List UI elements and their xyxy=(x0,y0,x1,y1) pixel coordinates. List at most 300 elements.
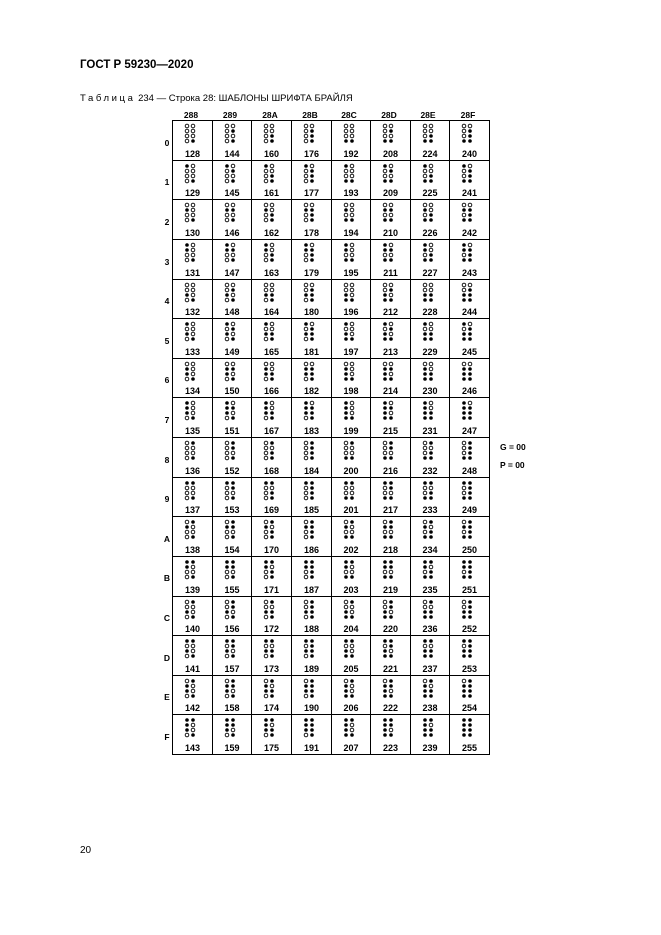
raised-dot xyxy=(429,728,433,732)
braille-pattern-icon xyxy=(179,480,205,502)
raised-dot xyxy=(270,535,274,539)
raised-dot xyxy=(304,565,308,569)
braille-pattern-icon xyxy=(338,599,364,621)
raised-dot xyxy=(310,337,314,341)
flat-dot xyxy=(350,406,354,410)
flat-dot xyxy=(270,124,274,128)
flat-dot xyxy=(225,258,229,262)
raised-dot xyxy=(383,535,387,539)
flat-dot xyxy=(304,337,308,341)
raised-dot xyxy=(304,610,308,614)
braille-pattern-icon xyxy=(219,599,245,621)
flat-dot xyxy=(350,124,354,128)
raised-dot xyxy=(270,649,274,653)
flat-dot xyxy=(185,451,189,455)
flat-dot xyxy=(185,124,189,128)
pattern-code: 248 xyxy=(461,466,478,476)
braille-cell xyxy=(291,477,332,517)
raised-dot xyxy=(344,560,348,564)
raised-dot xyxy=(231,733,235,737)
braille-pattern-icon xyxy=(417,321,443,343)
flat-dot xyxy=(304,441,308,445)
raised-dot xyxy=(270,411,274,415)
raised-dot xyxy=(429,481,433,485)
braille-pattern-icon xyxy=(179,559,205,581)
raised-dot xyxy=(389,377,393,381)
raised-dot xyxy=(468,293,472,297)
raised-dot xyxy=(264,367,268,371)
flat-dot xyxy=(389,649,393,653)
raised-dot xyxy=(310,253,314,257)
raised-dot xyxy=(344,248,348,252)
flat-dot xyxy=(429,208,433,212)
raised-dot xyxy=(310,288,314,292)
raised-dot xyxy=(225,208,229,212)
flat-dot xyxy=(304,174,308,178)
raised-dot xyxy=(423,733,427,737)
raised-dot xyxy=(423,377,427,381)
braille-cell xyxy=(212,358,252,398)
flat-dot xyxy=(423,486,427,490)
raised-dot xyxy=(344,139,348,143)
flat-dot xyxy=(383,203,387,207)
pattern-code: 152 xyxy=(224,466,240,476)
flat-dot xyxy=(462,605,466,609)
braille-pattern-icon xyxy=(456,282,482,304)
pattern-code: 235 xyxy=(422,585,438,595)
braille-pattern-icon xyxy=(179,361,205,383)
pattern-code: 183 xyxy=(303,426,320,436)
flat-dot xyxy=(310,164,314,168)
raised-dot xyxy=(383,718,387,722)
pattern-code: 168 xyxy=(263,466,280,476)
braille-pattern-icon xyxy=(258,519,284,541)
flat-dot xyxy=(270,446,274,450)
raised-dot xyxy=(350,481,354,485)
raised-dot xyxy=(389,406,393,410)
raised-dot xyxy=(264,322,268,326)
flat-dot xyxy=(429,169,433,173)
raised-dot xyxy=(468,298,472,302)
flat-dot xyxy=(344,129,348,133)
braille-cell xyxy=(410,437,450,478)
braille-cell xyxy=(449,120,490,161)
braille-cell xyxy=(410,279,450,319)
pattern-code: 223 xyxy=(382,743,399,753)
raised-dot xyxy=(389,496,393,500)
flat-dot xyxy=(304,298,308,302)
raised-dot xyxy=(185,723,189,727)
row-header: C xyxy=(163,613,171,623)
flat-dot xyxy=(350,565,354,569)
flat-dot xyxy=(429,684,433,688)
raised-dot xyxy=(429,253,433,257)
raised-dot xyxy=(310,491,314,495)
raised-dot xyxy=(310,169,314,173)
braille-pattern-icon xyxy=(258,321,284,343)
flat-dot xyxy=(231,610,235,614)
pattern-code: 142 xyxy=(184,703,201,713)
flat-dot xyxy=(225,530,229,534)
flat-dot xyxy=(423,253,427,257)
flat-dot xyxy=(389,293,393,297)
raised-dot xyxy=(231,560,235,564)
flat-dot xyxy=(462,530,466,534)
pattern-code: 139 xyxy=(184,585,201,595)
pattern-code: 211 xyxy=(383,268,398,278)
braille-cell xyxy=(291,596,332,636)
pattern-code: 134 xyxy=(184,386,201,396)
raised-dot xyxy=(304,411,308,415)
flat-dot xyxy=(225,416,229,420)
flat-dot xyxy=(191,525,195,529)
raised-dot xyxy=(270,139,274,143)
braille-pattern-icon xyxy=(179,321,205,343)
flat-dot xyxy=(423,134,427,138)
flat-dot xyxy=(304,283,308,287)
braille-cell xyxy=(251,635,292,676)
raised-dot xyxy=(185,649,189,653)
pattern-code: 144 xyxy=(224,149,240,159)
flat-dot xyxy=(225,288,229,292)
flat-dot xyxy=(389,570,393,574)
raised-dot xyxy=(468,520,472,524)
raised-dot xyxy=(264,401,268,405)
raised-dot xyxy=(344,481,348,485)
braille-cell xyxy=(291,397,332,438)
raised-dot xyxy=(468,253,472,257)
braille-pattern-icon xyxy=(377,163,403,185)
raised-dot xyxy=(389,694,393,698)
raised-dot xyxy=(304,372,308,376)
row-header: 6 xyxy=(164,375,170,385)
braille-pattern-icon xyxy=(258,123,284,145)
pattern-code: 240 xyxy=(461,149,478,159)
flat-dot xyxy=(383,174,387,178)
flat-dot xyxy=(264,570,268,574)
flat-dot xyxy=(231,322,235,326)
raised-dot xyxy=(270,213,274,217)
pattern-code: 145 xyxy=(224,188,240,198)
raised-dot xyxy=(468,134,472,138)
raised-dot xyxy=(225,411,229,415)
raised-dot xyxy=(468,560,472,564)
flat-dot xyxy=(304,129,308,133)
flat-dot xyxy=(264,218,268,222)
raised-dot xyxy=(191,654,195,658)
raised-dot xyxy=(429,654,433,658)
raised-dot xyxy=(225,565,229,569)
flat-dot xyxy=(225,535,229,539)
raised-dot xyxy=(344,575,348,579)
flat-dot xyxy=(462,441,466,445)
braille-pattern-icon xyxy=(258,282,284,304)
flat-dot xyxy=(191,174,195,178)
raised-dot xyxy=(383,293,387,297)
raised-dot xyxy=(270,491,274,495)
flat-dot xyxy=(423,605,427,609)
raised-dot xyxy=(462,718,466,722)
raised-dot xyxy=(185,610,189,614)
raised-dot xyxy=(429,174,433,178)
flat-dot xyxy=(462,327,466,331)
raised-dot xyxy=(389,327,393,331)
raised-dot xyxy=(185,481,189,485)
raised-dot xyxy=(462,367,466,371)
raised-dot xyxy=(185,689,189,693)
flat-dot xyxy=(225,600,229,604)
flat-dot xyxy=(264,615,268,619)
braille-cell xyxy=(370,596,411,636)
pattern-code: 238 xyxy=(422,703,438,713)
raised-dot xyxy=(383,322,387,326)
raised-dot xyxy=(350,496,354,500)
flat-dot xyxy=(264,535,268,539)
raised-dot xyxy=(423,416,427,420)
raised-dot xyxy=(304,367,308,371)
pattern-code: 234 xyxy=(422,545,438,555)
flat-dot xyxy=(185,174,189,178)
raised-dot xyxy=(429,218,433,222)
raised-dot xyxy=(231,169,235,173)
raised-dot xyxy=(231,679,235,683)
flat-dot xyxy=(270,401,274,405)
raised-dot xyxy=(344,654,348,658)
raised-dot xyxy=(423,684,427,688)
raised-dot xyxy=(462,525,466,529)
braille-cell xyxy=(212,556,252,597)
raised-dot xyxy=(225,525,229,529)
braille-pattern-icon xyxy=(219,678,245,700)
flat-dot xyxy=(304,139,308,143)
raised-dot xyxy=(231,129,235,133)
raised-dot xyxy=(185,332,189,336)
flat-dot xyxy=(350,723,354,727)
raised-dot xyxy=(225,639,229,643)
braille-pattern-icon xyxy=(298,678,324,700)
raised-dot xyxy=(468,129,472,133)
braille-cell xyxy=(212,477,252,517)
braille-pattern-icon xyxy=(179,519,205,541)
raised-dot xyxy=(304,322,308,326)
flat-dot xyxy=(310,322,314,326)
flat-dot xyxy=(304,213,308,217)
raised-dot xyxy=(468,649,472,653)
raised-dot xyxy=(344,208,348,212)
flat-dot xyxy=(270,288,274,292)
braille-pattern-icon xyxy=(377,519,403,541)
flat-dot xyxy=(310,124,314,128)
raised-dot xyxy=(429,694,433,698)
flat-dot xyxy=(389,372,393,376)
raised-dot xyxy=(185,406,189,410)
pattern-code: 253 xyxy=(461,664,478,674)
flat-dot xyxy=(468,362,472,366)
flat-dot xyxy=(191,401,195,405)
raised-dot xyxy=(264,684,268,688)
flat-dot xyxy=(344,253,348,257)
flat-dot xyxy=(185,600,189,604)
flat-dot xyxy=(185,416,189,420)
raised-dot xyxy=(191,520,195,524)
flat-dot xyxy=(350,174,354,178)
braille-pattern-icon xyxy=(219,440,245,462)
pattern-code: 164 xyxy=(263,307,280,317)
flat-dot xyxy=(350,401,354,405)
raised-dot xyxy=(310,718,314,722)
flat-dot xyxy=(270,367,274,371)
raised-dot xyxy=(389,218,393,222)
raised-dot xyxy=(383,575,387,579)
raised-dot xyxy=(191,298,195,302)
raised-dot xyxy=(344,372,348,376)
flat-dot xyxy=(389,134,393,138)
flat-dot xyxy=(270,208,274,212)
raised-dot xyxy=(383,164,387,168)
flat-dot xyxy=(191,243,195,247)
flat-dot xyxy=(185,535,189,539)
braille-pattern-icon xyxy=(219,202,245,224)
flat-dot xyxy=(389,728,393,732)
raised-dot xyxy=(231,486,235,490)
flat-dot xyxy=(264,520,268,524)
braille-cell xyxy=(449,160,490,200)
flat-dot xyxy=(389,610,393,614)
braille-cell xyxy=(291,199,332,240)
flat-dot xyxy=(429,129,433,133)
raised-dot xyxy=(350,337,354,341)
flat-dot xyxy=(429,401,433,405)
braille-cell xyxy=(172,477,213,517)
pattern-code: 228 xyxy=(422,307,438,317)
raised-dot xyxy=(310,644,314,648)
raised-dot xyxy=(389,718,393,722)
braille-pattern-icon xyxy=(456,599,482,621)
pattern-code: 255 xyxy=(461,743,478,753)
raised-dot xyxy=(468,530,472,534)
flat-dot xyxy=(264,134,268,138)
flat-dot xyxy=(423,124,427,128)
raised-dot xyxy=(462,248,466,252)
raised-dot xyxy=(310,565,314,569)
raised-dot xyxy=(304,684,308,688)
row-header: B xyxy=(163,573,171,583)
pattern-code: 188 xyxy=(303,624,320,634)
flat-dot xyxy=(344,446,348,450)
raised-dot xyxy=(389,169,393,173)
row-header: 1 xyxy=(164,177,170,187)
braille-pattern-icon xyxy=(338,242,364,264)
braille-pattern-icon xyxy=(338,480,364,502)
flat-dot xyxy=(429,362,433,366)
braille-cell xyxy=(172,279,213,319)
pattern-code: 169 xyxy=(263,505,280,515)
raised-dot xyxy=(264,481,268,485)
flat-dot xyxy=(350,322,354,326)
braille-cell xyxy=(212,437,252,478)
braille-cell xyxy=(251,477,292,517)
column-header: 289 xyxy=(222,110,238,120)
page-number: 20 xyxy=(80,845,92,856)
flat-dot xyxy=(344,530,348,534)
braille-cell xyxy=(449,279,490,319)
raised-dot xyxy=(191,337,195,341)
pattern-code: 189 xyxy=(303,664,320,674)
flat-dot xyxy=(344,213,348,217)
flat-dot xyxy=(310,362,314,366)
flat-dot xyxy=(389,689,393,693)
braille-pattern-icon xyxy=(298,638,324,660)
flat-dot xyxy=(185,605,189,609)
raised-dot xyxy=(191,733,195,737)
braille-cell xyxy=(172,596,213,636)
flat-dot xyxy=(191,129,195,133)
flat-dot xyxy=(225,203,229,207)
braille-pattern-icon xyxy=(417,480,443,502)
raised-dot xyxy=(344,218,348,222)
raised-dot xyxy=(344,649,348,653)
flat-dot xyxy=(270,406,274,410)
braille-cell xyxy=(331,437,371,478)
raised-dot xyxy=(310,615,314,619)
raised-dot xyxy=(468,575,472,579)
raised-dot xyxy=(389,723,393,727)
raised-dot xyxy=(191,218,195,222)
raised-dot xyxy=(468,733,472,737)
raised-dot xyxy=(423,649,427,653)
braille-cell xyxy=(370,358,411,398)
flat-dot xyxy=(389,401,393,405)
braille-cell xyxy=(410,516,450,557)
raised-dot xyxy=(429,491,433,495)
raised-dot xyxy=(468,615,472,619)
raised-dot xyxy=(304,248,308,252)
flat-dot xyxy=(350,129,354,133)
braille-cell xyxy=(410,635,450,676)
raised-dot xyxy=(310,298,314,302)
flat-dot xyxy=(231,372,235,376)
raised-dot xyxy=(225,367,229,371)
braille-cell xyxy=(291,516,332,557)
column-header: 28E xyxy=(420,110,436,120)
raised-dot xyxy=(462,639,466,643)
flat-dot xyxy=(429,644,433,648)
raised-dot xyxy=(225,723,229,727)
braille-pattern-icon xyxy=(417,163,443,185)
flat-dot xyxy=(270,605,274,609)
braille-cell xyxy=(212,279,252,319)
flat-dot xyxy=(304,605,308,609)
raised-dot xyxy=(185,718,189,722)
pattern-code: 186 xyxy=(303,545,320,555)
raised-dot xyxy=(383,218,387,222)
raised-dot xyxy=(383,610,387,614)
raised-dot xyxy=(423,694,427,698)
raised-dot xyxy=(423,401,427,405)
braille-cell xyxy=(370,675,411,715)
flat-dot xyxy=(429,243,433,247)
column-header: 28D xyxy=(381,110,397,120)
braille-pattern-icon xyxy=(219,559,245,581)
pattern-code: 141 xyxy=(184,664,201,674)
braille-pattern-icon xyxy=(338,202,364,224)
flat-dot xyxy=(468,164,472,168)
pattern-code: 250 xyxy=(461,545,478,555)
pattern-code: 205 xyxy=(343,664,359,674)
raised-dot xyxy=(310,694,314,698)
flat-dot xyxy=(389,530,393,534)
flat-dot xyxy=(423,169,427,173)
